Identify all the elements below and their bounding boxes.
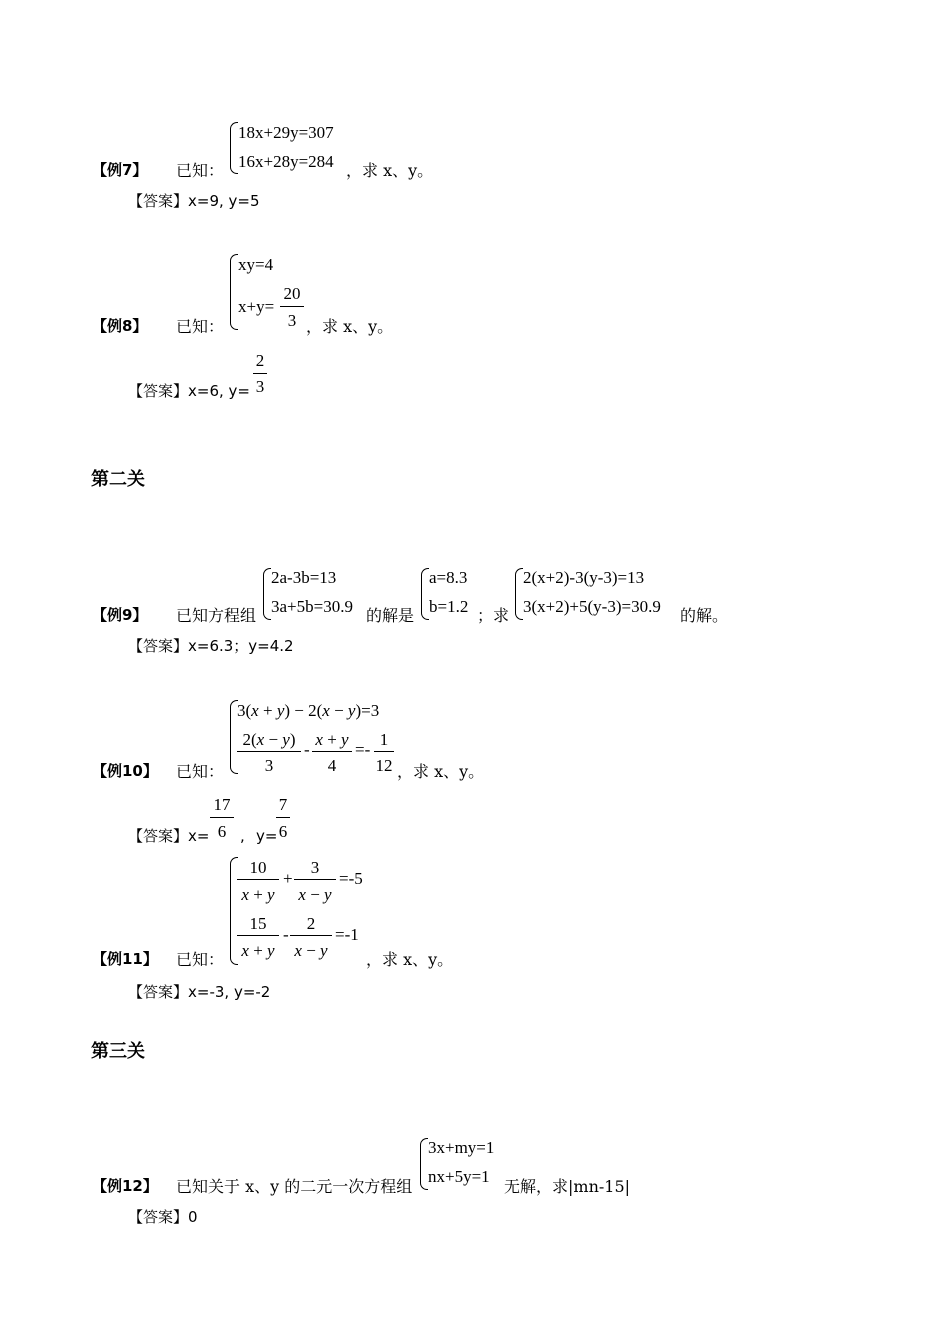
example-label: 【例8】 bbox=[92, 317, 148, 335]
prefix-text: 已知： bbox=[176, 950, 225, 969]
middle-text-2: ；求 bbox=[477, 606, 510, 625]
prefix-text: 已知： bbox=[176, 161, 225, 180]
row-2-fraction-1-numerator: 15 bbox=[249, 914, 267, 933]
fraction-1-denominator: 3 bbox=[264, 756, 274, 775]
row-1-fraction-1-numerator: 10 bbox=[249, 858, 267, 877]
row-1-fraction-2-bar bbox=[294, 879, 336, 880]
operator-2: =- bbox=[355, 740, 371, 759]
left-brace-3 bbox=[515, 568, 523, 620]
answer-fraction-bar bbox=[253, 373, 267, 374]
answer-x-prefix: 【答案】x= bbox=[128, 827, 210, 845]
suffix-text: 无解，求|mn-15| bbox=[504, 1177, 631, 1196]
section-title-3: 第三关 bbox=[91, 1041, 145, 1062]
answer-y-denominator: 6 bbox=[278, 822, 288, 841]
example-label: 【例12】 bbox=[92, 1177, 158, 1195]
answer-numerator: 2 bbox=[255, 351, 265, 370]
left-brace bbox=[230, 254, 238, 330]
system-3-eq-1: 2(x+2)-3(y-3)=13 bbox=[523, 568, 645, 587]
answer: 【答案】x=9, y=5 bbox=[128, 192, 260, 210]
equation-2: nx+5y=1 bbox=[428, 1167, 490, 1186]
fraction-3-numerator: 1 bbox=[379, 730, 389, 749]
system-2-eq-2: b=1.2 bbox=[429, 597, 469, 616]
row-2-fraction-2-denominator: x − y bbox=[294, 941, 328, 960]
fraction-2-bar bbox=[312, 751, 352, 752]
left-brace-2 bbox=[421, 568, 429, 620]
equation-1: 18x+29y=307 bbox=[238, 123, 334, 142]
answer: 【答案】0 bbox=[128, 1208, 198, 1226]
prefix-text: 已知方程组 bbox=[176, 606, 257, 625]
prefix-text: 已知： bbox=[176, 317, 225, 336]
operator-1: - bbox=[304, 740, 310, 759]
row-1-fraction-2-numerator: 3 bbox=[310, 858, 320, 877]
left-brace bbox=[420, 1138, 428, 1190]
row-2-fraction-1-bar bbox=[237, 935, 279, 936]
fraction-2-denominator: 4 bbox=[327, 756, 337, 775]
equation-2: 16x+28y=284 bbox=[238, 152, 334, 171]
example-label: 【例11】 bbox=[92, 950, 158, 968]
answer-prefix: 【答案】x=6, y= bbox=[128, 382, 250, 400]
system-1-eq-2: 3a+5b=30.9 bbox=[271, 597, 353, 616]
left-brace-1 bbox=[263, 568, 271, 620]
row-2-rhs: =-1 bbox=[335, 925, 359, 944]
example-label: 【例10】 bbox=[92, 762, 158, 780]
row-1-rhs: =-5 bbox=[339, 869, 363, 888]
answer: 【答案】x=-3, y=-2 bbox=[128, 983, 271, 1001]
row-1-operator: + bbox=[283, 869, 293, 888]
suffix-text: ，求 x、y。 bbox=[366, 950, 454, 969]
answer-x-bar bbox=[210, 817, 234, 818]
answer-denominator: 3 bbox=[255, 377, 265, 396]
row-1-fraction-1-bar bbox=[237, 879, 279, 880]
suffix-text: ，求 x、y。 bbox=[397, 762, 485, 781]
example-label: 【例9】 bbox=[92, 606, 148, 624]
fraction-1-bar bbox=[237, 751, 301, 752]
system-3-eq-2: 3(x+2)+5(y-3)=30.9 bbox=[523, 597, 661, 616]
suffix-text: 的解。 bbox=[680, 606, 729, 625]
suffix-text: ，求 x、y。 bbox=[306, 317, 394, 336]
row-2-operator: - bbox=[283, 925, 289, 944]
fraction-bar bbox=[280, 306, 304, 307]
answer-separator: , bbox=[240, 827, 245, 845]
fraction-2-numerator: x + y bbox=[315, 730, 349, 749]
prefix-text: 已知关于 x、y 的二元一次方程组 bbox=[176, 1177, 413, 1196]
row-2-fraction-2-bar bbox=[290, 935, 332, 936]
system-2-eq-1: a=8.3 bbox=[429, 568, 468, 587]
system-1-eq-1: 2a-3b=13 bbox=[271, 568, 337, 587]
row-1-fraction-2-denominator: x − y bbox=[298, 885, 332, 904]
answer-y-prefix: y= bbox=[256, 827, 278, 845]
answer: 【答案】x=6.3；y=4.2 bbox=[128, 637, 294, 655]
fraction-3-bar bbox=[374, 751, 394, 752]
answer-x-denominator: 6 bbox=[217, 822, 227, 841]
answer-y-bar bbox=[276, 817, 290, 818]
equation-1: 3x+my=1 bbox=[428, 1138, 495, 1157]
suffix-text: ，求 x、y。 bbox=[346, 161, 434, 180]
answer-y-numerator: 7 bbox=[278, 795, 288, 814]
prefix-text: 已知： bbox=[176, 762, 225, 781]
fraction-denominator: 3 bbox=[287, 311, 297, 330]
fraction-1-numerator: 2(x − y) bbox=[242, 730, 296, 749]
equation-2-left: x+y= bbox=[238, 297, 275, 316]
answer-x-numerator: 17 bbox=[213, 795, 231, 814]
equation-1: 3(x + y) − 2(x − y)=3 bbox=[237, 701, 380, 720]
section-title-2: 第二关 bbox=[91, 469, 145, 490]
row-1-fraction-1-denominator: x + y bbox=[241, 885, 275, 904]
middle-text-1: 的解是 bbox=[366, 606, 415, 625]
row-2-fraction-1-denominator: x + y bbox=[241, 941, 275, 960]
row-2-fraction-2-numerator: 2 bbox=[306, 914, 316, 933]
equation-1: xy=4 bbox=[238, 255, 274, 274]
left-brace bbox=[230, 122, 238, 174]
fraction-3-denominator: 12 bbox=[375, 756, 393, 775]
example-label: 【例7】 bbox=[92, 161, 148, 179]
fraction-numerator: 20 bbox=[283, 284, 301, 303]
